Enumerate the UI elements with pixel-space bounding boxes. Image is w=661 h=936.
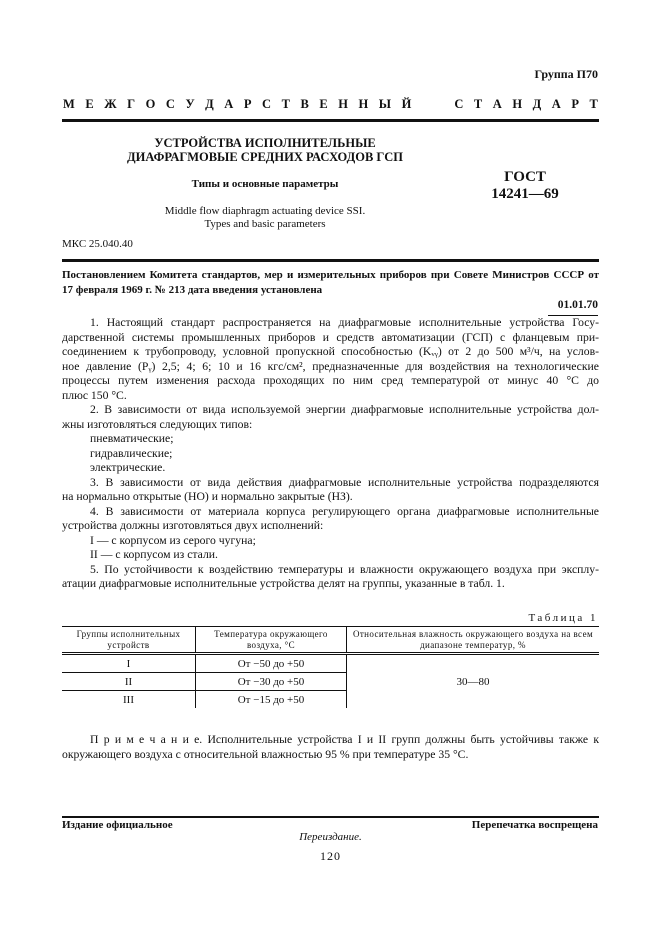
- header-rule: [62, 259, 599, 262]
- text-line: дарственной системы промышленных приборов и средств автоматизации (ГСП) с фланцевым при-: [62, 330, 599, 344]
- text-line: электрические.: [90, 461, 166, 474]
- heading-letter: С: [262, 97, 272, 111]
- document-subtitle: Типы и основные параметры: [191, 178, 339, 190]
- heading-letter: Н: [338, 97, 348, 111]
- text-line: I — с корпусом из серого чугуна;: [90, 533, 256, 547]
- heading-letter: М: [63, 97, 75, 111]
- document-title: [100, 136, 430, 164]
- header-temperature: Температура окружающего воздуха, °С: [196, 627, 347, 654]
- text-line: процессы путем изменения расхода проходящих по ним сред температурой от минус 40 °С до: [62, 374, 599, 387]
- note-line: окружающего воздуха с относительной влажностью 95 % при температуре 35 °С.: [62, 747, 469, 761]
- gost-label: ГОСТ: [504, 169, 546, 185]
- heading-letter: С: [165, 97, 175, 111]
- cell-group: I: [62, 654, 196, 673]
- heading-letter: Р: [571, 97, 579, 111]
- group-code: Группа П70: [534, 67, 598, 81]
- table-1: [62, 626, 599, 708]
- text-line: пневматические;: [90, 432, 174, 445]
- cell-group: III: [62, 691, 196, 709]
- title-line: ДИАФРАГМОВЫЕ СРЕДНИХ РАСХОДОВ ГСП: [127, 150, 403, 164]
- text-line: 3. В зависимости от вида действия диафрагмовые исполнительные устройства подразделяются: [90, 475, 599, 489]
- heading-letter: Д: [532, 97, 542, 111]
- heading-letter: Т: [473, 97, 483, 111]
- text-line: 4. В зависимости от материала корпуса регулирующего органа диафрагмовые исполнительные: [90, 504, 599, 518]
- standard-type-heading: [63, 97, 598, 112]
- heading-letter: С: [454, 97, 464, 111]
- gost-number: 14241—69: [491, 186, 559, 202]
- heading-letter: Ж: [104, 97, 117, 111]
- gost-designation: [470, 169, 580, 203]
- text-line: жны изготовляться следующих типов:: [62, 417, 253, 431]
- mks-code: МКС 25.040.40: [62, 238, 133, 250]
- text-line: устройства должны изготовляться двух исполнений:: [62, 519, 324, 532]
- note-line: П р и м е ч а н и е. Исполнительные устройства I и II групп должны быть устойчивы также к: [90, 733, 599, 746]
- title-line: УСТРОЙСТВА ИСПОЛНИТЕЛЬНЫЕ: [154, 136, 376, 150]
- heading-letter: Г: [127, 97, 136, 111]
- effective-date: 01.01.70: [557, 299, 598, 311]
- heading-letter: О: [145, 97, 156, 111]
- cell-temperature: От −15 до +50: [196, 691, 347, 709]
- heading-letter: А: [492, 97, 502, 111]
- body-text: [62, 316, 599, 592]
- decree-line: 17 февраля 1969 г. № 213 дата введения установлена: [62, 283, 323, 296]
- cell-group: II: [62, 673, 196, 691]
- heading-letter: Й: [401, 97, 412, 111]
- english-title-line: Types and basic parameters: [204, 218, 326, 230]
- page-number: 120: [320, 849, 341, 863]
- heading-letter: А: [224, 97, 234, 111]
- cell-temperature: От −50 до +50: [196, 654, 347, 673]
- text-line: гидравлические;: [90, 446, 173, 460]
- text-line: 2. В зависимости от вида используемой энергии диафрагмовые исполнительные устройства дол-: [90, 403, 599, 416]
- text-line: на нормально открытые (НО) и нормально закрытые (НЗ).: [62, 490, 353, 503]
- heading-letter: Д: [205, 97, 214, 111]
- table-caption: Таблица 1: [528, 612, 598, 624]
- header-humidity: Относительная влажность окружающего воздуха на всем диапазоне температур, %: [347, 627, 600, 654]
- text-line: атации диафрагмовые исполнительные устройства делят на группы, указанные в табл. 1.: [62, 577, 505, 590]
- cell-temperature: От −30 до +50: [196, 673, 347, 691]
- heading-letter: У: [185, 97, 195, 111]
- text-line: II — с корпусом из стали.: [90, 548, 218, 561]
- official-edition: Издание официальное: [62, 819, 173, 831]
- table-note: [62, 733, 599, 762]
- footer-rule: [62, 816, 599, 818]
- heading-letter: В: [300, 97, 309, 111]
- heading-letter: Е: [319, 97, 328, 111]
- table-row: [62, 654, 599, 673]
- reissue-label: Переиздание.: [299, 831, 362, 843]
- heading-letter: Е: [85, 97, 94, 111]
- top-rule: [62, 119, 599, 122]
- heading-letter: Т: [281, 97, 290, 111]
- reprint-prohibited: Перепечатка воспрещена: [471, 819, 598, 831]
- text-line: соединением к трубопроводу, условной пропускной способностью (Kᵥᵧ) от 2 до 500 м³/ч, на услов-: [62, 345, 599, 358]
- heading-letter: Т: [589, 97, 598, 111]
- table-header-row: [62, 627, 599, 654]
- text-line: 1. Настоящий стандарт распространяется на диафрагмовые исполнительные устройства Госу-: [90, 316, 599, 329]
- text-line: 5. По устойчивости к воздействию температуры и влажности окружающего воздуха при эксплу-: [90, 562, 599, 576]
- decree-line: Постановлением Комитета стандартов, мер и измерительных приборов при Совете Министров СССР от: [62, 269, 599, 281]
- text-line: плюс 150 °С.: [62, 388, 127, 402]
- heading-letter: Р: [243, 97, 252, 111]
- heading-letter: А: [551, 97, 561, 111]
- heading-letter: Н: [358, 97, 369, 111]
- decree-text: [62, 268, 599, 297]
- cell-humidity: 30—80: [456, 675, 490, 688]
- heading-letter: Н: [512, 97, 523, 111]
- text-line: ное давление (Pᵧ) 2,5; 4; 6; 10 и 16 кгс/см², предназначенные для воздействия на технологические: [62, 359, 599, 373]
- heading-letter: Ы: [378, 97, 392, 111]
- english-title: [100, 205, 430, 231]
- word-gap: [422, 97, 444, 112]
- header-groups: Группы исполнительных устройств: [62, 627, 196, 654]
- english-title-line: Middle flow diaphragm actuating device SSI.: [164, 205, 366, 217]
